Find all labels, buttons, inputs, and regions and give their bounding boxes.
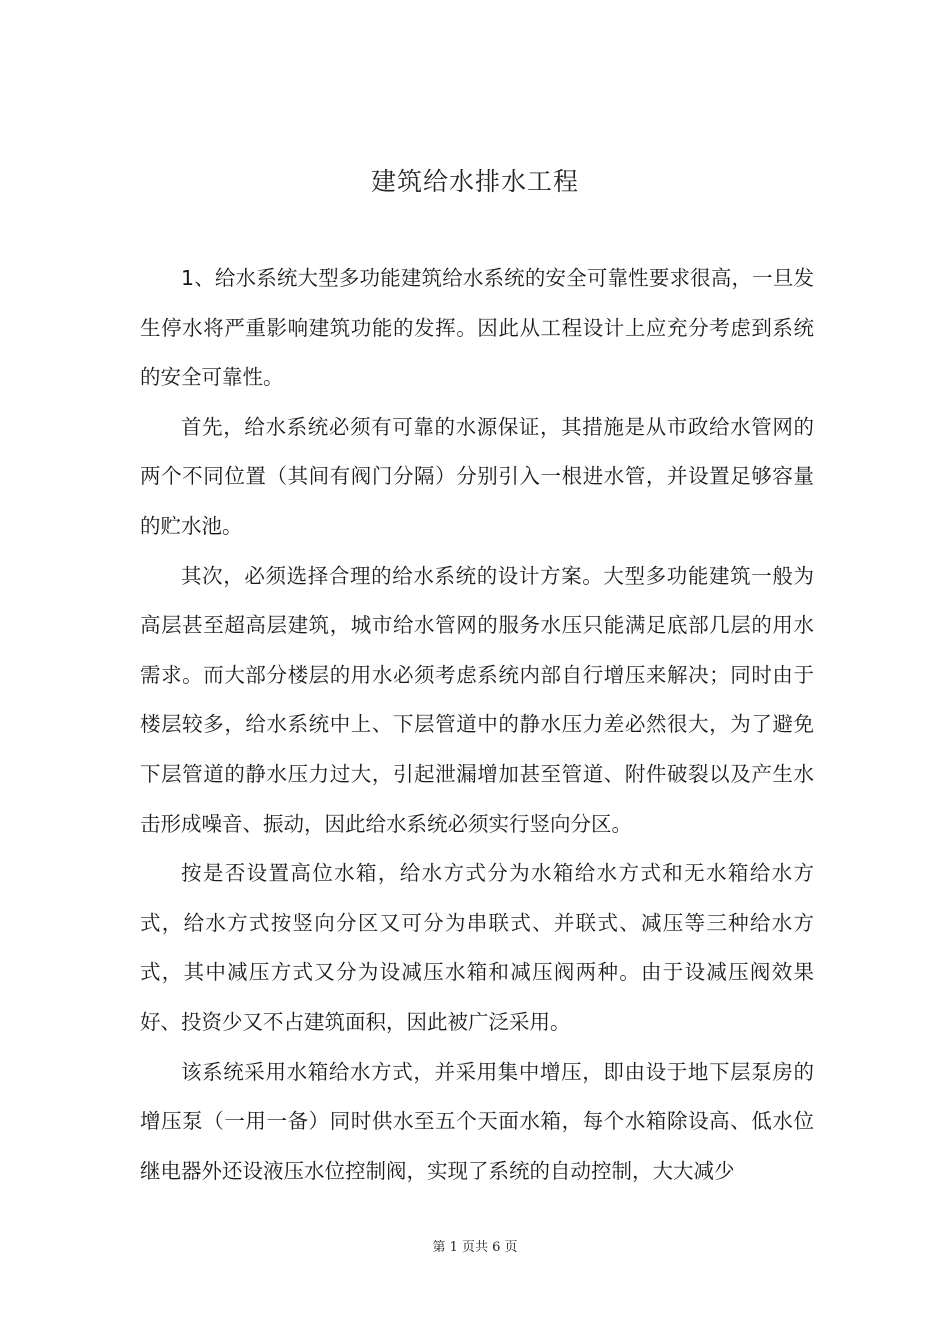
paragraph-4: 按是否设置高位水箱，给水方式分为水箱给水方式和无水箱给水方式，给水方式按竖向分区又可分为串联式、并联式、减压等三种给水方式，其中减压方式又分为设减压水箱和减压阀两种。由于设减压阀效果好、投资少又不占建筑面积，因此被广泛采用。 [140, 861, 814, 1034]
paragraph-1: 1、给水系统大型多功能建筑给水系统的安全可靠性要求很高，一旦发生停水将严重影响建筑功能的发挥。因此从工程设计上应充分考虑到系统的安全可靠性。 [140, 266, 814, 390]
document-title: 建筑给水排水工程 [370, 167, 579, 196]
paragraph-5: 该系统采用水箱给水方式，并采用集中增压，即由设于地下层泵房的增压泵（一用一备）同时供水至五个天面水箱，每个水箱除设高、低水位继电器外还设液压水位控制阀，实现了系统的自动控制，大大减少 [140, 1059, 814, 1183]
paragraph-2: 首先，给水系统必须有可靠的水源保证，其措施是从市政给水管网的两个不同位置（其间有阀门分隔）分别引入一根进水管，并设置足够容量的贮水池。 [140, 414, 814, 538]
paragraph-3: 其次，必须选择合理的给水系统的设计方案。大型多功能建筑一般为高层甚至超高层建筑，城市给水管网的服务水压只能满足底部几层的用水需求。而大部分楼层的用水必须考虑系统内部自行增压来解决；同时由于楼层较多，给水系统中上、下层管道中的静水压力差必然很大，为了避免下层管道的静水压力过大，引起泄漏增加甚至管道、附件破裂以及产生水击形成噪音、振动，因此给水系统必须实行竖向分区。 [140, 563, 814, 836]
document-body [140, 254, 814, 1196]
page-footer: 第 1 页共 6 页 [432, 1240, 518, 1255]
